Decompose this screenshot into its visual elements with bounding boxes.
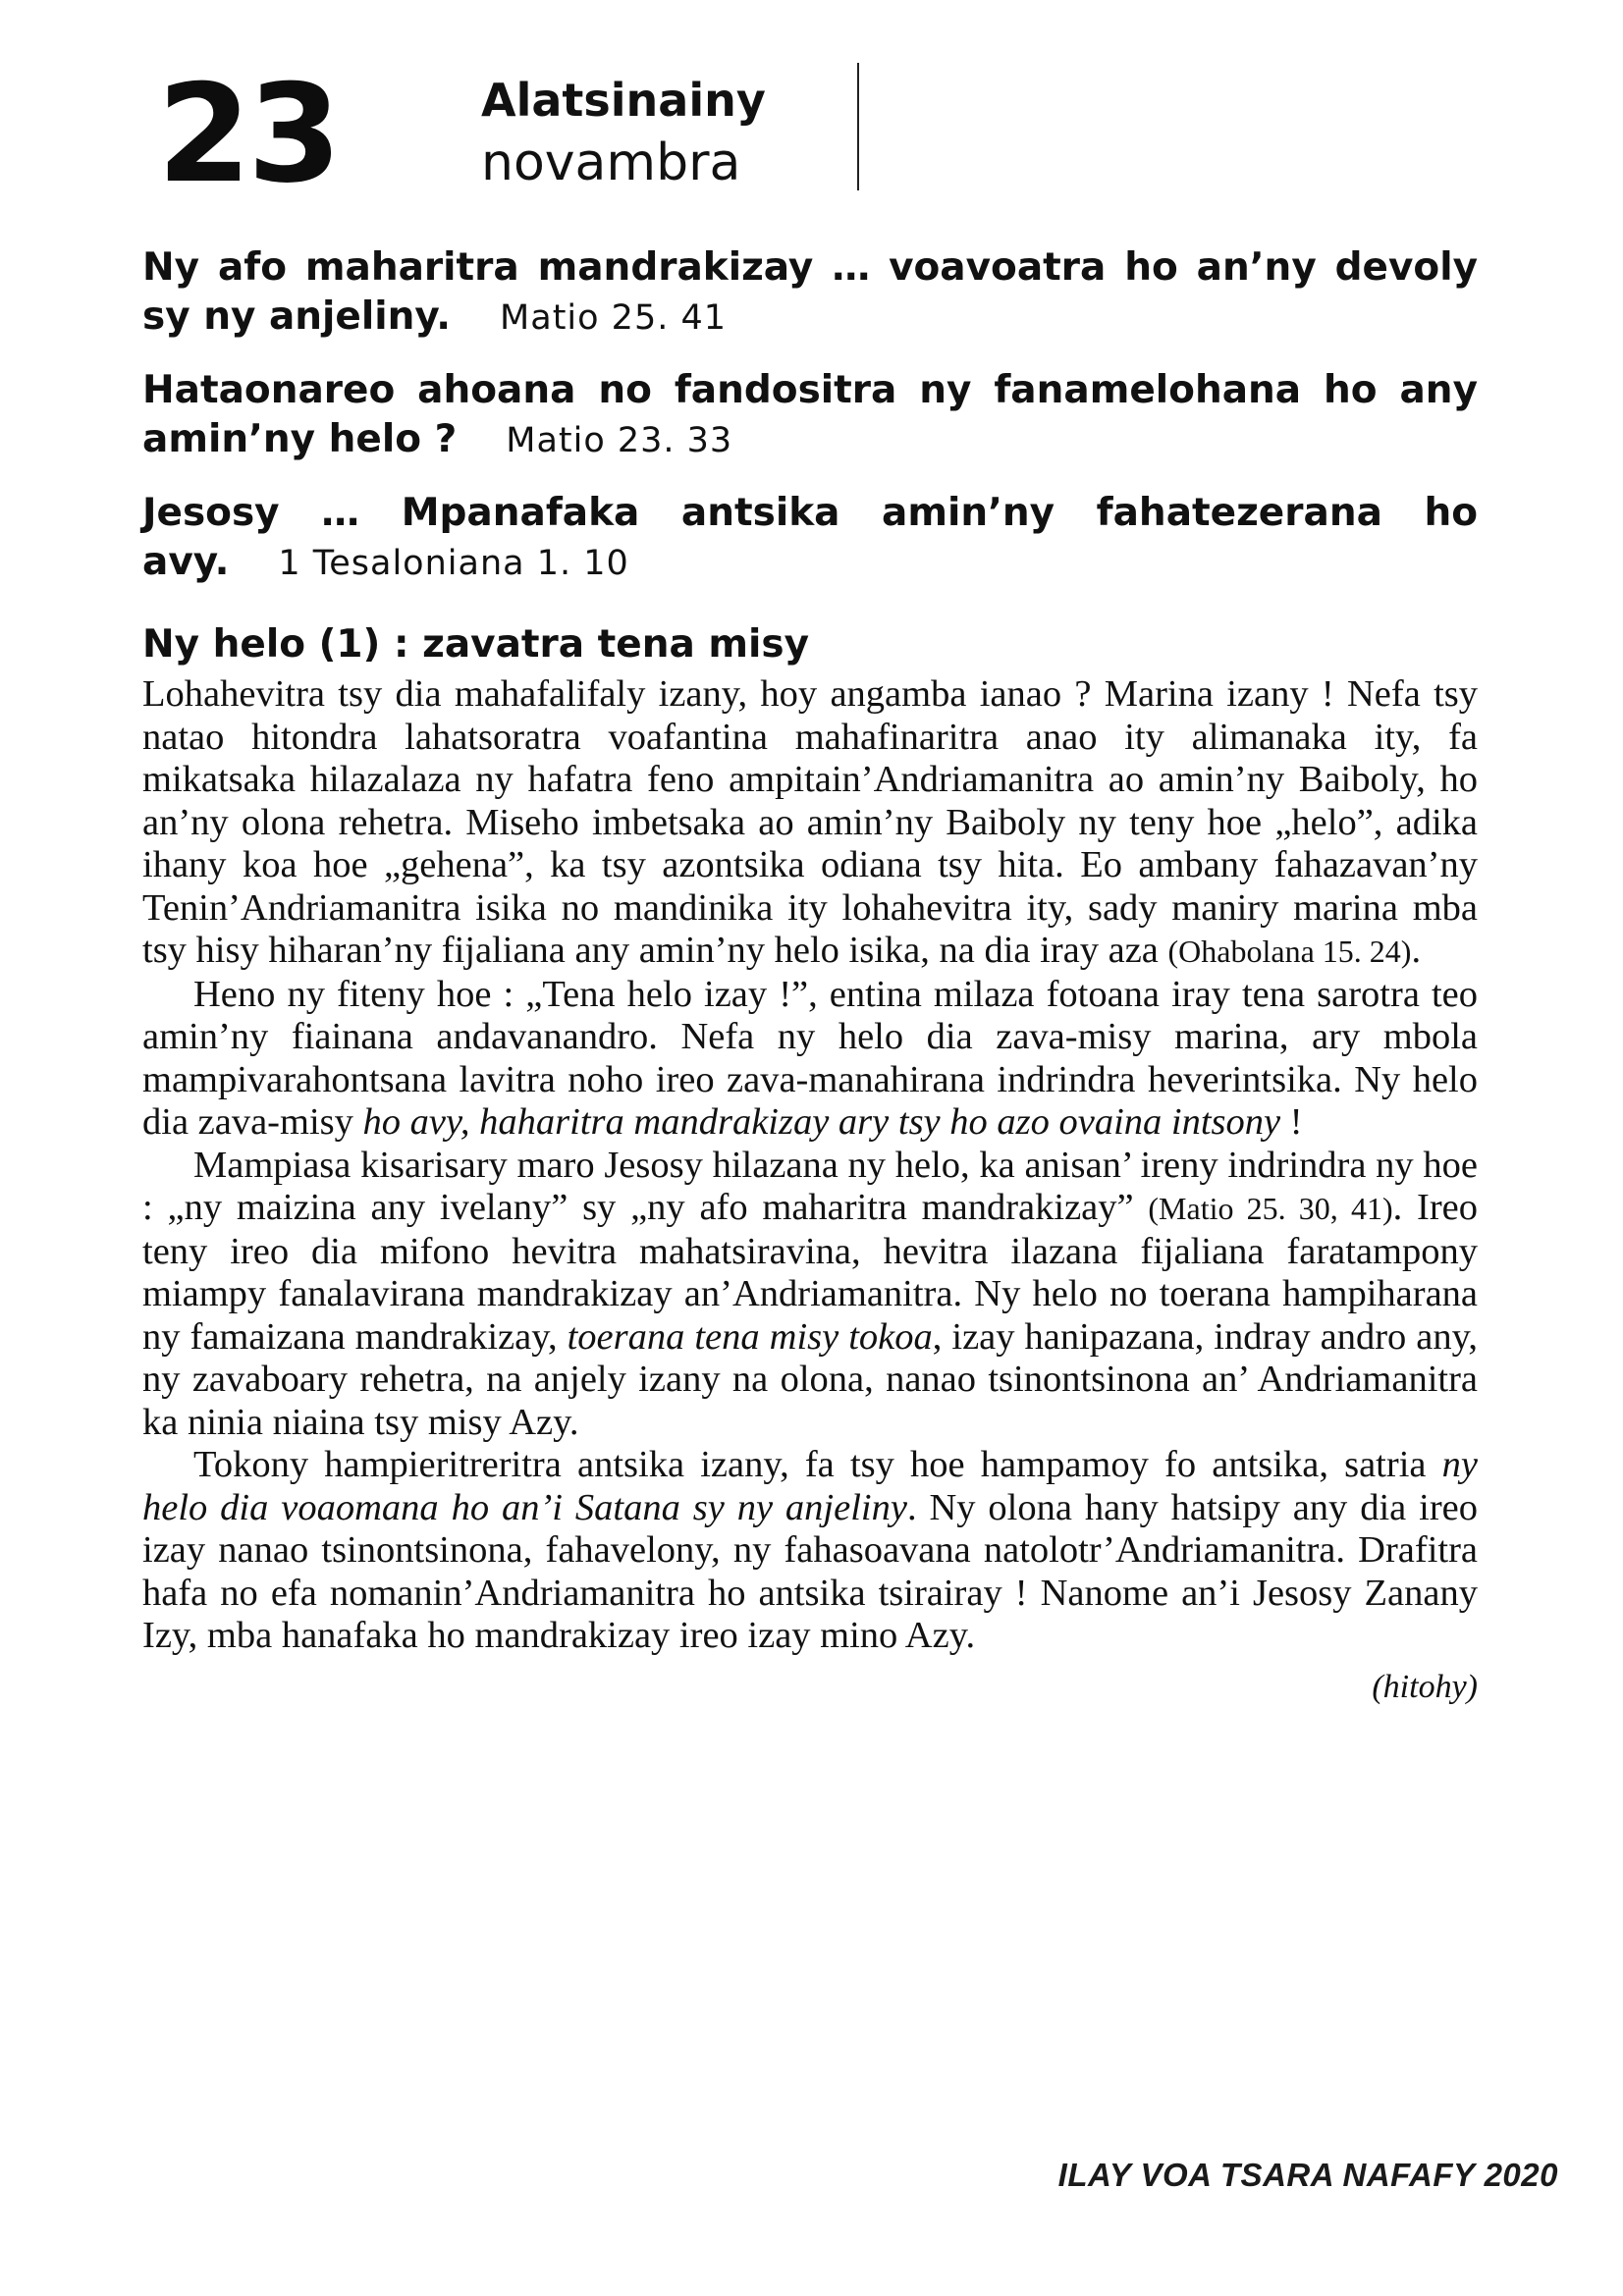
scripture-citation: (Matio 25. 30, 41): [1148, 1191, 1393, 1226]
bible-verses: [142, 243, 1478, 612]
verse-text: Hataonareo ahoana no fandositra ny fanamelohana ho any amin’ny helo ?: [142, 368, 1478, 461]
paragraph-text: Mampiasa kisarisary maro Jesosy hilazana ny helo, ka anisan’ ireny indrindra ny hoe : „ny maizina any ivelany” sy „ny afo maharitra mandrakizay”: [142, 1144, 1478, 1228]
day-number: 23: [157, 55, 339, 213]
section-title: Ny helo (1) : zavatra tena misy: [142, 622, 810, 667]
verse: [142, 366, 1478, 465]
emphasis-text: ho avy, haharitra mandrakizay ary tsy ho azo ovaina intsony: [362, 1101, 1281, 1143]
footer-title: ILAY VOA TSARA NAFAFY 2020: [1057, 2157, 1558, 2193]
body-paragraph: [142, 1145, 1478, 1445]
emphasis-text: toerana tena misy tokoa: [567, 1315, 933, 1358]
continuation-note: (hitohy): [1372, 1668, 1478, 1705]
paragraph-text: , izay hanipazana, indray andro any, ny zavaboary rehetra, na anjely izany na olona, nanao tsinontsinona an’ Andriamanitra ka ninia niaina tsy misy Azy.: [142, 1315, 1478, 1443]
paragraph-text: Tokony hampieritreritra antsika izany, fa tsy hoe hampamoy fo antsika, satria: [193, 1444, 1442, 1485]
weekday-label: Alatsinainy: [481, 74, 766, 127]
body-paragraph: [142, 1444, 1478, 1658]
body-paragraph: [142, 974, 1478, 1145]
header-divider: [857, 63, 859, 190]
paragraph-text: .: [1411, 930, 1422, 971]
paragraph-text: !: [1280, 1101, 1303, 1143]
paragraph-list: [142, 673, 1478, 1658]
scripture-citation: (Ohabolana 15. 24): [1167, 934, 1412, 969]
paragraph-text: . Ny olona hany hatsipy any dia ireo izay nanao tsinontsinona, fahavelony, ny fahasoavana natolotr’Andriamanitra. Drafitra hafa no efa nomanin’Andriamanitra ho antsika tsirairay ! Nanome an’i Jesosy Zanany Izy, mba hanafaka ho mandrakizay ireo izay mino Azy.: [142, 1486, 1478, 1656]
verse-reference: Matio 23. 33: [506, 421, 733, 460]
verse-reference: Matio 25. 41: [500, 298, 728, 338]
verse: [142, 243, 1478, 343]
emphasis-text: ny helo dia voaomana ho an’i Satana sy ny anjeliny: [142, 1444, 1478, 1528]
paragraph-text: . Ireo teny ireo dia mifono hevitra mahatsiravina, hevitra ilazana fijaliana faratampony miampy fanalavirana mandrakizay an’Andriamanitra. Ny helo no toerana hampiharana ny famaizana mandrakizay,: [142, 1187, 1478, 1358]
verse-text: Jesosy … Mpanafaka antsika amin’ny fahatezerana ho avy.: [142, 491, 1478, 584]
paragraph-text: Heno ny fiteny hoe : „Tena helo izay !”, entina milaza fotoana iray tena sarotra teo amin’ny fiainana andavanandro. Nefa ny helo dia zava-misy marina, ary mbola mampivarahontsana lavitra noho ireo zava-manahirana indrindra heverintsika. Ny helo dia zava-misy: [142, 973, 1478, 1143]
verse-reference: 1 Tesaloniana 1. 10: [278, 544, 629, 583]
verse: [142, 489, 1478, 588]
body-paragraph: [142, 673, 1478, 974]
verse-text: Ny afo maharitra mandrakizay … voavoatra ho an’ny devoly sy ny anjeliny.: [142, 245, 1478, 339]
date-header: [157, 55, 864, 213]
paragraph-text: Lohahevitra tsy dia mahafalifaly izany, hoy angamba ianao ? Marina izany ! Nefa tsy natao hitondra lahatsoratra voafantina mahafinaritra anao ity alimanaka ity, fa mikatsaka hilazalaza ny hafatra feno ampitain’Andriamanitra ao amin’ny Baiboly, ho an’ny olona rehetra. Miseho imbetsaka ao amin’ny Baiboly ny teny hoe „helo”, adika ihany koa hoe „gehena”, ka tsy azontsika odiana tsy hita. Eo ambany fahazavan’ny Tenin’Andriamanitra isika no mandinika ity lohahevitra ity, sady maniry marina mba tsy hisy hiharan’ny fijaliana any amin’ny helo isika, na dia iray aza: [142, 673, 1478, 971]
article-body: [142, 673, 1478, 1711]
month-label: novambra: [481, 133, 741, 192]
